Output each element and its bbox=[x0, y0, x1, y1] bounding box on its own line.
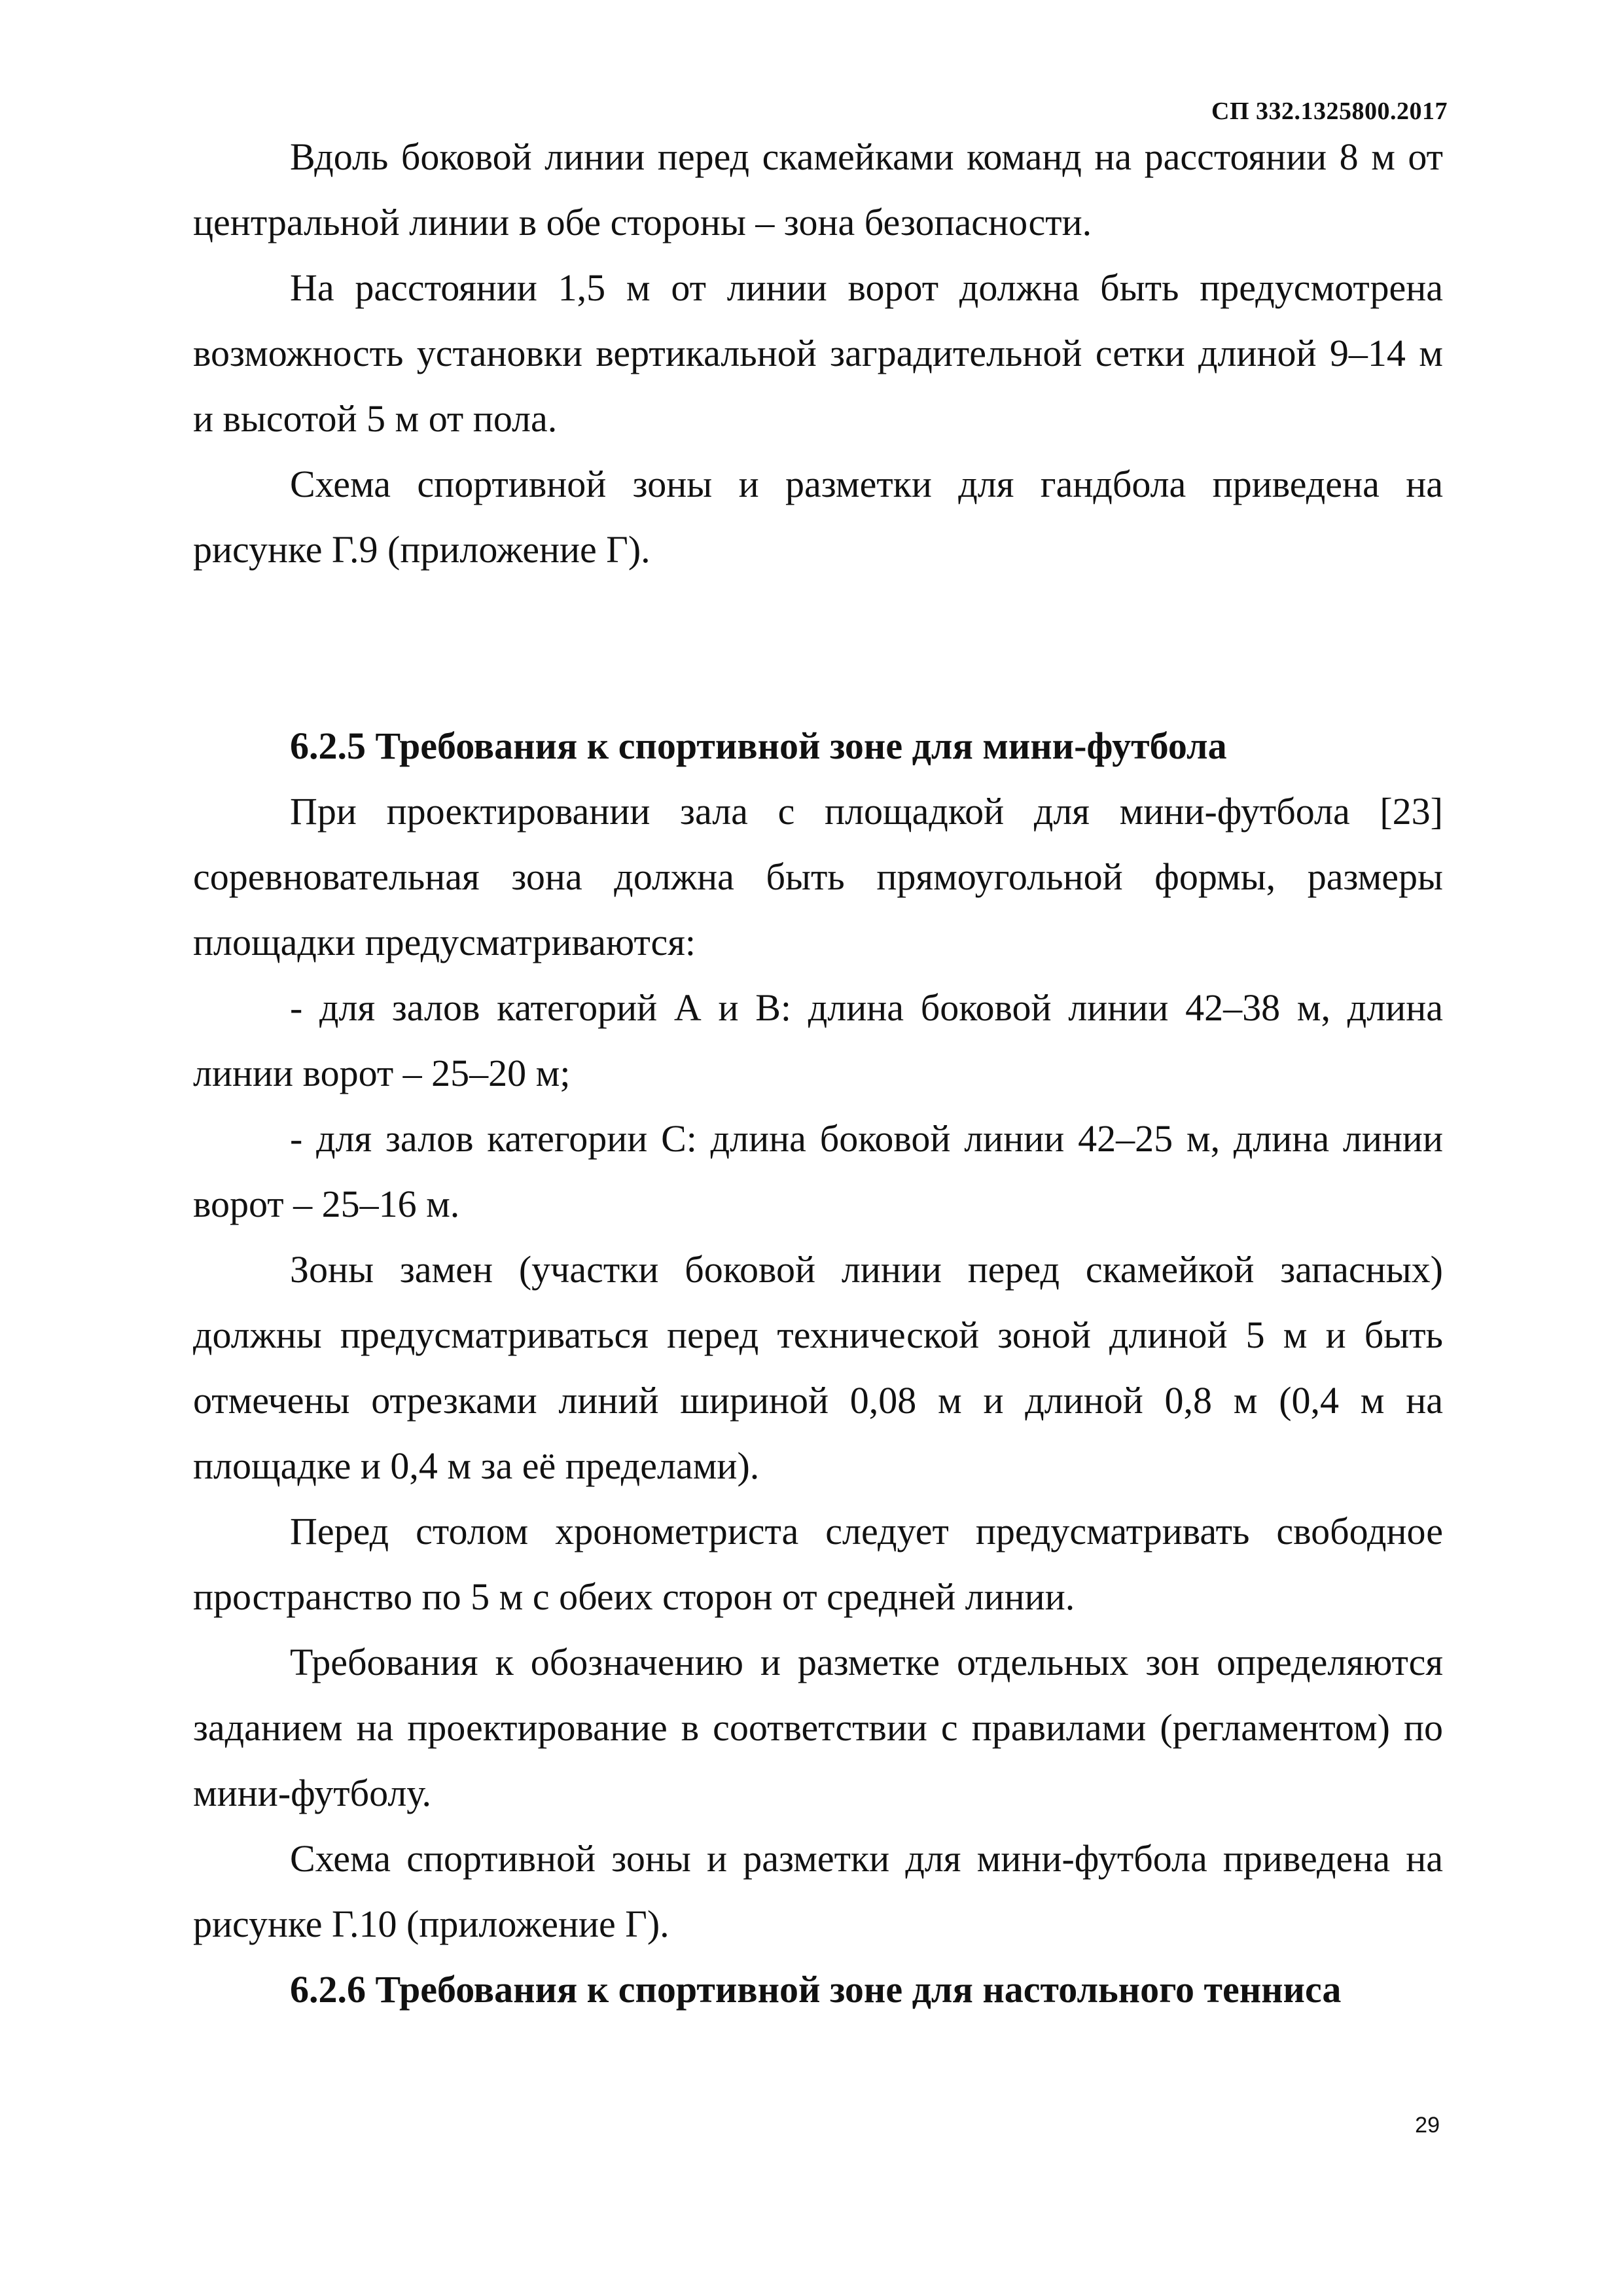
paragraph-mini-football-design: При проектировании зала с площадкой для мини-футбола [23] соревновательная зона должна быть прямоугольной формы, размеры площадки предусматриваются: bbox=[193, 790, 1443, 963]
paragraph-timekeeper-table: Перед столом хронометриста следует предусматривать свободное пространство по 5 м с обеих сторон от средней линии. bbox=[193, 1510, 1443, 1618]
page-number: 29 bbox=[1415, 2113, 1440, 2138]
paragraph-barrier-net: На расстоянии 1,5 м от линии ворот должна быть предусмотрена возможность установки вертикальной заградительной сетки длиной 9–14 м и высотой 5 м от пола. bbox=[193, 266, 1443, 440]
document-code: СП 332.1325800.2017 bbox=[1211, 98, 1448, 125]
paragraph-substitution-zones: Зоны замен (участки боковой линии перед скамейкой запасных) должны предусматриваться перед технической зоной длиной 5 м и быть отмечены отрезками линий шириной 0,08 м и длиной 0,8 м (0,4 м на площадке и 0,4 м за её пределами). bbox=[193, 1248, 1443, 1487]
section-heading-mini-football: 6.2.5 Требования к спортивной зоне для мини-футбола bbox=[290, 725, 1227, 767]
section-spacer bbox=[193, 583, 1443, 713]
list-item-category-c: - для залов категории С: длина боковой линии 42–25 м, длина линии ворот – 25–16 м. bbox=[193, 1117, 1443, 1225]
paragraph-safety-zone: Вдоль боковой линии перед скамейками команд на расстоянии 8 м от центральной линии в обе стороны – зона безопасности. bbox=[193, 135, 1443, 243]
page-content bbox=[193, 124, 1443, 2022]
paragraph-mini-football-scheme: Схема спортивной зоны и разметки для мини-футбола приведена на рисунке Г.10 (приложение Г). bbox=[193, 1837, 1443, 1945]
paragraph-handball-scheme: Схема спортивной зоны и разметки для гандбола приведена на рисунке Г.9 (приложение Г). bbox=[193, 463, 1443, 571]
list-item-category-a-b: - для залов категорий А и В: длина боковой линии 42–38 м, длина линии ворот – 25–20 м; bbox=[193, 986, 1443, 1094]
section-heading-table-tennis: 6.2.6 Требования к спортивной зоне для настольного тенниса bbox=[290, 1968, 1342, 2011]
paragraph-marking-requirements: Требования к обозначению и разметке отдельных зон определяются заданием на проектирование в соответствии с правилами (регламентом) по мини-футболу. bbox=[193, 1641, 1443, 1814]
